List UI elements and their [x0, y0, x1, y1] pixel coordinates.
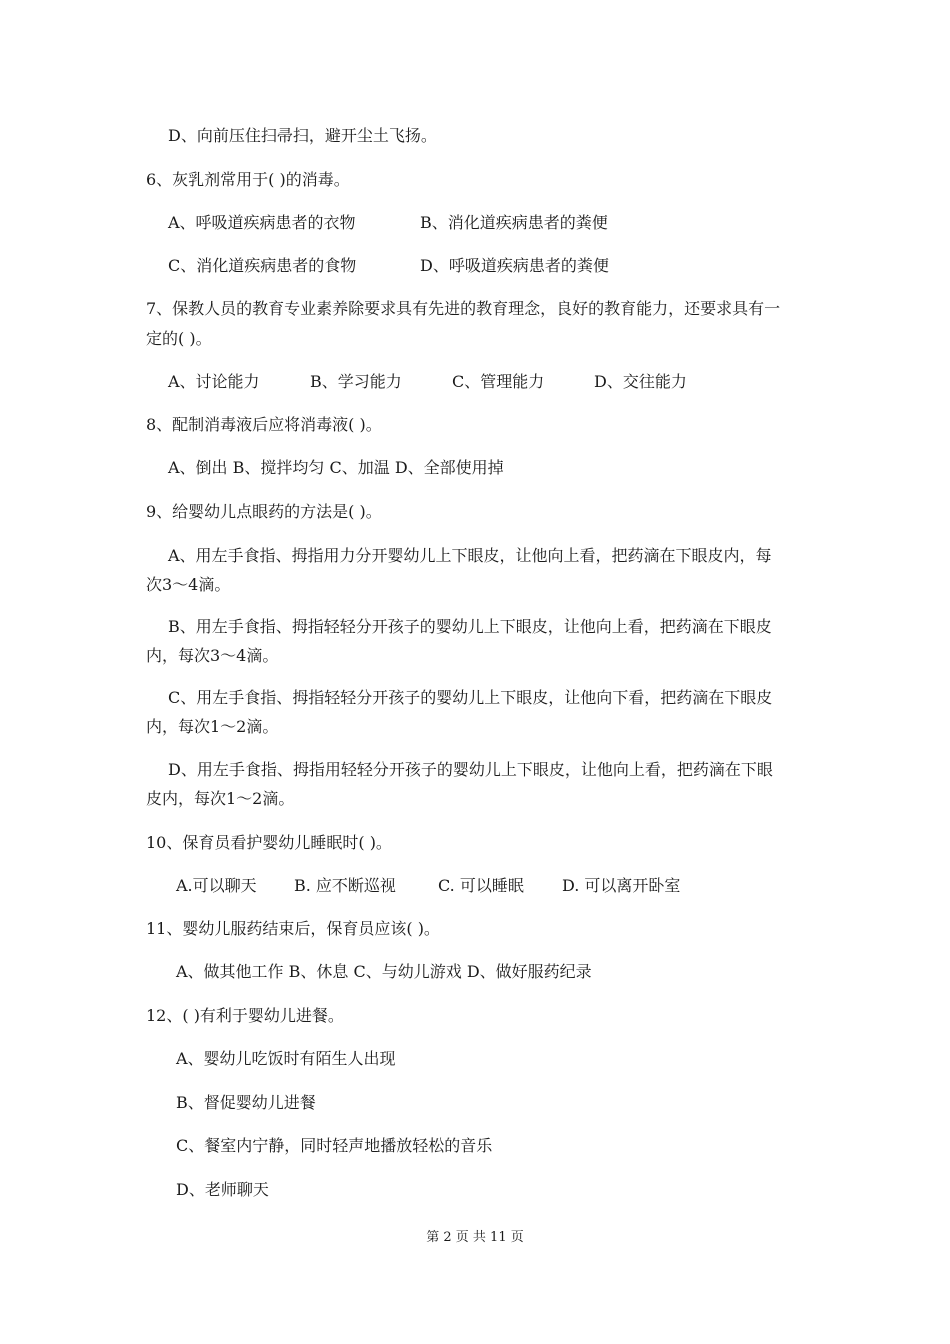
q9-option-c-line2: 内，每次1～2滴。 [146, 717, 279, 736]
q9-option-d-line1: D、用左手食指、拇指用轻轻分开孩子的婴幼儿上下眼皮，让他向上看，把药滴在下眼 [168, 760, 773, 779]
q10-option-b: B. 应不断巡视 [294, 876, 396, 895]
q6-stem: 6、灰乳剂常用于( )的消毒。 [146, 170, 350, 189]
q12-stem: 12、( )有利于婴幼儿进餐。 [146, 1006, 344, 1025]
q9-option-d-line2: 皮内，每次1～2滴。 [146, 789, 295, 808]
q7-option-b: B、学习能力 [310, 372, 402, 391]
q7-stem-line2: 定的( )。 [146, 329, 212, 348]
q12-option-d: D、老师聊天 [176, 1180, 269, 1199]
q9-option-c-line1: C、用左手食指、拇指轻轻分开孩子的婴幼儿上下眼皮，让他向下看，把药滴在下眼皮 [168, 688, 773, 707]
q11-stem: 11、婴幼儿服药结束后，保育员应该( )。 [146, 919, 440, 938]
q7-option-c: C、管理能力 [452, 372, 545, 391]
q12-option-a: A、婴幼儿吃饭时有陌生人出现 [176, 1049, 396, 1068]
q9-option-b-line1: B、用左手食指、拇指轻轻分开孩子的婴幼儿上下眼皮，让他向上看，把药滴在下眼皮 [168, 617, 772, 636]
q11-options: A、做其他工作 B、休息 C、与幼儿游戏 D、做好服药纪录 [176, 962, 592, 981]
q9-option-a-line2: 次3～4滴。 [146, 575, 231, 594]
q7-option-d: D、交往能力 [594, 372, 687, 391]
q10-option-c: C. 可以睡眠 [438, 876, 524, 895]
q7-stem-line1: 7、保教人员的教育专业素养除要求具有先进的教育理念，良好的教育能力，还要求具有一 [146, 299, 781, 318]
q8-options: A、倒出 B、搅拌均匀 C、加温 D、全部使用掉 [168, 458, 504, 477]
q9-stem: 9、给婴幼儿点眼药的方法是( )。 [146, 502, 382, 521]
q9-option-a-line1: A、用左手食指、拇指用力分开婴幼儿上下眼皮，让他向上看，把药滴在下眼皮内，每 [168, 546, 772, 565]
q9-option-b-line2: 内，每次3～4滴。 [146, 646, 279, 665]
q7-option-a: A、讨论能力 [168, 372, 260, 391]
q10-option-d: D. 可以离开卧室 [562, 876, 681, 895]
q6-option-a: A、呼吸道疾病患者的衣物 [168, 213, 356, 232]
q6-option-c: C、消化道疾病患者的食物 [168, 256, 357, 275]
q10-option-a: A.可以聊天 [176, 876, 257, 895]
q12-option-c: C、餐室内宁静，同时轻声地播放轻松的音乐 [176, 1136, 493, 1155]
q5-option-d: D、向前压住扫帚扫，避开尘土飞扬。 [168, 126, 437, 145]
q10-stem: 10、保育员看护婴幼儿睡眠时( )。 [146, 833, 392, 852]
q12-option-b: B、督促婴幼儿进餐 [176, 1093, 316, 1112]
q6-option-d: D、呼吸道疾病患者的粪便 [420, 256, 609, 275]
q8-stem: 8、配制消毒液后应将消毒液( )。 [146, 415, 382, 434]
q6-option-b: B、消化道疾病患者的粪便 [420, 213, 608, 232]
page-footer: 第 2 页 共 11 页 [426, 1230, 524, 1245]
